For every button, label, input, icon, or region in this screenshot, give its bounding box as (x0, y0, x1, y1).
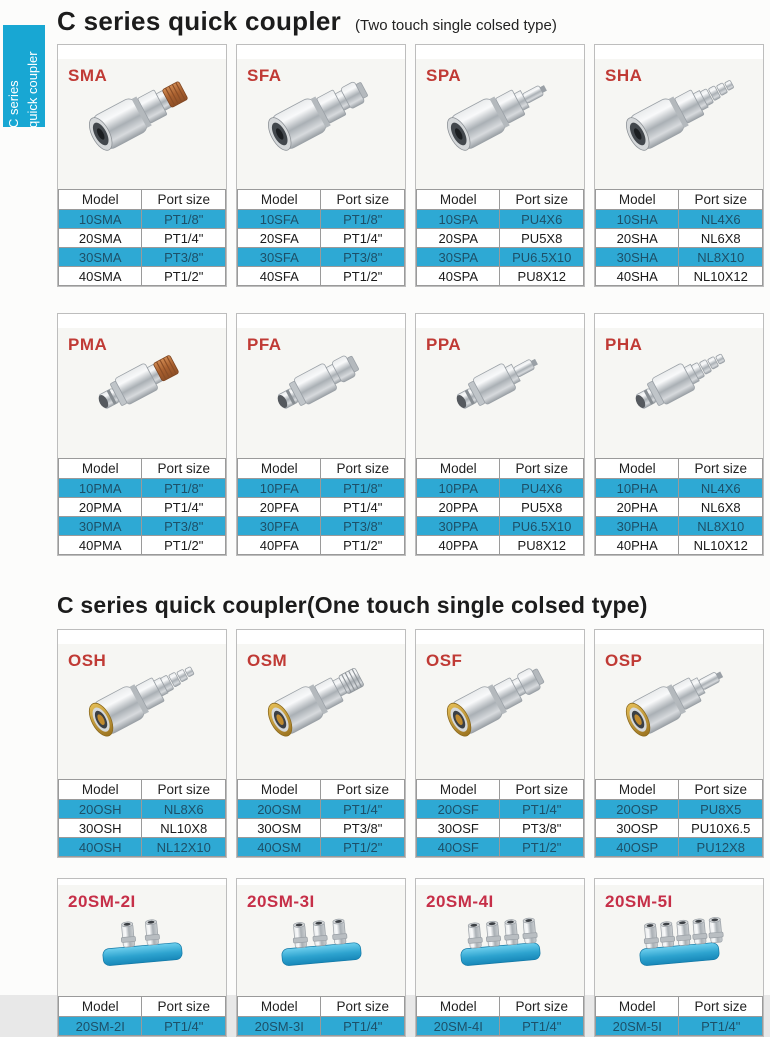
product-card (236, 44, 406, 287)
port-cell: PU4X6 (500, 210, 584, 229)
product-label: 20SM-2I (68, 892, 136, 911)
product-card (236, 629, 406, 858)
table-header-row (596, 190, 763, 210)
section1-subtitle: (Two touch single colsed type) (355, 17, 557, 34)
model-header: Model (238, 459, 321, 479)
port-cell: PT1/8" (321, 210, 405, 229)
table-row (417, 536, 584, 555)
product-photo (416, 59, 584, 189)
model-header: Model (238, 190, 321, 210)
model-header: Model (417, 780, 500, 800)
table-row (596, 1017, 763, 1036)
model-cell: 40PHA (596, 536, 679, 555)
table-header-row (417, 780, 584, 800)
model-header: Model (59, 459, 142, 479)
model-cell: 20PPA (417, 498, 500, 517)
spec-table (416, 996, 584, 1036)
product-label: PHA (605, 335, 643, 354)
table-row (596, 517, 763, 536)
model-cell: 20SM-2I (59, 1017, 142, 1036)
model-cell: 10SHA (596, 210, 679, 229)
port-size-header: Port size (321, 997, 405, 1017)
port-cell: PT3/8" (142, 248, 226, 267)
table-header-row (59, 997, 226, 1017)
spec-table (416, 189, 584, 286)
table-row (417, 498, 584, 517)
spec-table (237, 779, 405, 857)
port-size-header: Port size (679, 997, 763, 1017)
product-photo (595, 644, 763, 779)
model-cell: 30OSF (417, 819, 500, 838)
model-cell: 20SMA (59, 229, 142, 248)
model-header: Model (417, 997, 500, 1017)
product-photo (237, 59, 405, 189)
model-header: Model (417, 190, 500, 210)
section1-title: C series quick coupler (57, 6, 342, 36)
model-cell: 20SM-3I (238, 1017, 321, 1036)
model-cell: 30SMA (59, 248, 142, 267)
model-cell: 30SHA (596, 248, 679, 267)
model-cell: 30SPA (417, 248, 500, 267)
table-header-row (59, 459, 226, 479)
model-cell: 10SPA (417, 210, 500, 229)
product-card (594, 629, 764, 858)
product-photo (595, 885, 763, 996)
model-header: Model (596, 459, 679, 479)
spec-table (58, 189, 226, 286)
table-header-row (596, 780, 763, 800)
spec-table (58, 779, 226, 857)
port-cell: PT1/8" (142, 210, 226, 229)
product-label: 20SM-5I (605, 892, 673, 911)
table-row (59, 1017, 226, 1036)
port-cell: PT1/2" (321, 838, 405, 857)
product-label: OSH (68, 651, 107, 670)
product-card (415, 313, 585, 556)
table-row (238, 479, 405, 498)
spec-table (595, 458, 763, 555)
product-card (57, 313, 227, 556)
model-cell: 30PMA (59, 517, 142, 536)
model-header: Model (59, 997, 142, 1017)
port-size-header: Port size (679, 190, 763, 210)
model-header: Model (238, 997, 321, 1017)
table-row (59, 498, 226, 517)
port-cell: PT1/4" (500, 800, 584, 819)
model-cell: 40SMA (59, 267, 142, 286)
table-row (417, 479, 584, 498)
spec-table (237, 458, 405, 555)
table-row (417, 248, 584, 267)
table-row (238, 1017, 405, 1036)
table-row (596, 210, 763, 229)
product-card (415, 44, 585, 287)
port-cell: PU5X8 (500, 498, 584, 517)
product-photo (58, 59, 226, 189)
port-cell: NL12X10 (142, 838, 226, 857)
sidebar-tab-line1: C series (6, 80, 21, 128)
table-row (238, 536, 405, 555)
table-row (238, 819, 405, 838)
model-cell: 40OSP (596, 838, 679, 857)
model-cell: 40OSF (417, 838, 500, 857)
spec-table (595, 996, 763, 1036)
table-row (417, 819, 584, 838)
model-cell: 40OSM (238, 838, 321, 857)
port-cell: PU8X12 (500, 267, 584, 286)
table-header-row (238, 190, 405, 210)
product-photo (58, 644, 226, 779)
table-row (59, 536, 226, 555)
model-cell: 10SMA (59, 210, 142, 229)
table-row (59, 248, 226, 267)
product-label: OSP (605, 651, 643, 670)
port-size-header: Port size (500, 459, 584, 479)
port-cell: NL10X12 (679, 267, 763, 286)
product-card (415, 629, 585, 858)
port-cell: PU8X12 (500, 536, 584, 555)
section2-title: C series quick coupler(One touch single colsed type) (57, 592, 648, 618)
table-row (238, 210, 405, 229)
port-cell: PT1/8" (142, 479, 226, 498)
spec-table (595, 189, 763, 286)
sidebar-tab-text (2, 26, 46, 128)
product-card (57, 44, 227, 287)
model-cell: 30OSH (59, 819, 142, 838)
model-cell: 30SFA (238, 248, 321, 267)
port-size-header: Port size (500, 780, 584, 800)
port-cell: PU10X6.5 (679, 819, 763, 838)
model-cell: 10PPA (417, 479, 500, 498)
model-cell: 40SHA (596, 267, 679, 286)
port-cell: NL10X8 (142, 819, 226, 838)
product-photo (595, 328, 763, 458)
spec-table (416, 458, 584, 555)
port-cell: PT1/4" (321, 1017, 405, 1036)
table-row (596, 498, 763, 517)
port-cell: PT3/8" (321, 248, 405, 267)
spec-table (595, 779, 763, 857)
model-cell: 40SFA (238, 267, 321, 286)
port-cell: NL4X6 (679, 479, 763, 498)
table-row (596, 536, 763, 555)
port-cell: NL8X10 (679, 517, 763, 536)
product-photo (58, 885, 226, 996)
product-photo (237, 885, 405, 996)
table-row (238, 498, 405, 517)
product-label: PFA (247, 335, 282, 354)
port-cell: PT3/8" (500, 819, 584, 838)
model-cell: 20SM-5I (596, 1017, 679, 1036)
model-header: Model (596, 190, 679, 210)
product-card (594, 313, 764, 556)
table-row (238, 267, 405, 286)
product-label: OSF (426, 651, 463, 670)
spec-table (237, 996, 405, 1036)
port-cell: PT1/2" (500, 838, 584, 857)
product-card (415, 878, 585, 1037)
port-cell: PU4X6 (500, 479, 584, 498)
port-cell: NL10X12 (679, 536, 763, 555)
port-cell: PT1/4" (142, 1017, 226, 1036)
model-cell: 40PPA (417, 536, 500, 555)
table-header-row (238, 780, 405, 800)
port-size-header: Port size (142, 190, 226, 210)
product-photo (595, 59, 763, 189)
product-photo (237, 328, 405, 458)
model-cell: 20PHA (596, 498, 679, 517)
port-cell: PU12X8 (679, 838, 763, 857)
model-cell: 40PFA (238, 536, 321, 555)
model-cell: 10SFA (238, 210, 321, 229)
port-cell: NL8X10 (679, 248, 763, 267)
content (57, 6, 764, 1037)
model-cell: 20SHA (596, 229, 679, 248)
table-row (596, 800, 763, 819)
product-card (57, 629, 227, 858)
product-label: 20SM-3I (247, 892, 315, 911)
sidebar-tab-line2: quick coupler (25, 51, 40, 128)
port-cell: PT3/8" (321, 517, 405, 536)
product-photo (58, 328, 226, 458)
table-row (238, 800, 405, 819)
model-cell: 20SM-4I (417, 1017, 500, 1036)
table-row (596, 838, 763, 857)
model-cell: 40SPA (417, 267, 500, 286)
table-row (417, 267, 584, 286)
table-header-row (238, 997, 405, 1017)
model-header: Model (596, 997, 679, 1017)
product-photo (416, 644, 584, 779)
port-cell: PT1/4" (500, 1017, 584, 1036)
model-header: Model (59, 780, 142, 800)
table-row (596, 267, 763, 286)
product-card (594, 44, 764, 287)
port-size-header: Port size (500, 997, 584, 1017)
port-cell: PT1/4" (142, 498, 226, 517)
table-header-row (417, 459, 584, 479)
table-row (417, 517, 584, 536)
model-header: Model (417, 459, 500, 479)
port-cell: PU5X8 (500, 229, 584, 248)
product-card (236, 313, 406, 556)
table-header-row (596, 997, 763, 1017)
port-cell: PT1/8" (321, 479, 405, 498)
table-row (596, 819, 763, 838)
port-cell: NL8X6 (142, 800, 226, 819)
port-cell: PT1/4" (321, 800, 405, 819)
product-label: PPA (426, 335, 462, 354)
port-size-header: Port size (142, 997, 226, 1017)
model-cell: 30OSM (238, 819, 321, 838)
spec-table (237, 189, 405, 286)
port-cell: PT3/8" (142, 517, 226, 536)
port-cell: NL6X8 (679, 229, 763, 248)
port-cell: PT1/4" (679, 1017, 763, 1036)
port-cell: PU8X5 (679, 800, 763, 819)
product-photo (416, 328, 584, 458)
table-row (59, 517, 226, 536)
sidebar-tab (3, 25, 45, 127)
table-row (596, 229, 763, 248)
table-row (417, 1017, 584, 1036)
table-row (417, 838, 584, 857)
product-label: PMA (68, 335, 108, 354)
product-label: SFA (247, 66, 282, 85)
model-cell: 10PHA (596, 479, 679, 498)
manifold-grid (57, 878, 764, 1037)
table-header-row (596, 459, 763, 479)
spec-table (58, 996, 226, 1036)
table-row (596, 248, 763, 267)
product-label: SHA (605, 66, 643, 85)
table-row (417, 210, 584, 229)
model-cell: 40OSH (59, 838, 142, 857)
port-cell: PT1/2" (142, 536, 226, 555)
model-cell: 30PHA (596, 517, 679, 536)
section1-header (57, 6, 764, 37)
table-row (596, 479, 763, 498)
model-cell: 20SFA (238, 229, 321, 248)
model-cell: 10PFA (238, 479, 321, 498)
port-cell: PT1/4" (142, 229, 226, 248)
product-photo (237, 644, 405, 779)
product-photo (416, 885, 584, 996)
table-row (417, 800, 584, 819)
port-size-header: Port size (321, 190, 405, 210)
model-cell: 30PPA (417, 517, 500, 536)
model-cell: 30OSP (596, 819, 679, 838)
model-cell: 20OSF (417, 800, 500, 819)
port-cell: NL6X8 (679, 498, 763, 517)
table-header-row (417, 997, 584, 1017)
table-header-row (59, 190, 226, 210)
model-cell: 20PMA (59, 498, 142, 517)
product-label: 20SM-4I (426, 892, 494, 911)
product-card (594, 878, 764, 1037)
model-cell: 20PFA (238, 498, 321, 517)
port-cell: NL4X6 (679, 210, 763, 229)
table-row (59, 838, 226, 857)
port-size-header: Port size (679, 459, 763, 479)
port-cell: PU6.5X10 (500, 248, 584, 267)
model-cell: 30PFA (238, 517, 321, 536)
product-label: OSM (247, 651, 288, 670)
port-size-header: Port size (321, 780, 405, 800)
port-size-header: Port size (142, 780, 226, 800)
model-cell: 20OSP (596, 800, 679, 819)
port-size-header: Port size (321, 459, 405, 479)
table-row (238, 838, 405, 857)
port-cell: PU6.5X10 (500, 517, 584, 536)
table-row (417, 229, 584, 248)
model-header: Model (596, 780, 679, 800)
product-label: SMA (68, 66, 108, 85)
model-header: Model (238, 780, 321, 800)
port-cell: PT1/2" (142, 267, 226, 286)
product-card (236, 878, 406, 1037)
port-cell: PT3/8" (321, 819, 405, 838)
spec-table (416, 779, 584, 857)
table-row (59, 479, 226, 498)
model-cell: 10PMA (59, 479, 142, 498)
table-row (59, 229, 226, 248)
table-row (59, 800, 226, 819)
model-cell: 20OSH (59, 800, 142, 819)
port-cell: PT1/4" (321, 498, 405, 517)
port-cell: PT1/2" (321, 267, 405, 286)
model-cell: 20OSM (238, 800, 321, 819)
port-size-header: Port size (679, 780, 763, 800)
section1-grid (57, 44, 764, 556)
port-size-header: Port size (500, 190, 584, 210)
table-row (59, 210, 226, 229)
model-cell: 40PMA (59, 536, 142, 555)
port-cell: PT1/4" (321, 229, 405, 248)
model-cell: 20SPA (417, 229, 500, 248)
table-header-row (59, 780, 226, 800)
table-header-row (238, 459, 405, 479)
section2-grid (57, 629, 764, 858)
product-label: SPA (426, 66, 462, 85)
table-row (238, 517, 405, 536)
port-size-header: Port size (142, 459, 226, 479)
table-row (59, 267, 226, 286)
model-header: Model (59, 190, 142, 210)
table-header-row (417, 190, 584, 210)
product-card (57, 878, 227, 1037)
port-cell: PT1/2" (321, 536, 405, 555)
spec-table (58, 458, 226, 555)
table-row (238, 229, 405, 248)
table-row (238, 248, 405, 267)
table-row (59, 819, 226, 838)
